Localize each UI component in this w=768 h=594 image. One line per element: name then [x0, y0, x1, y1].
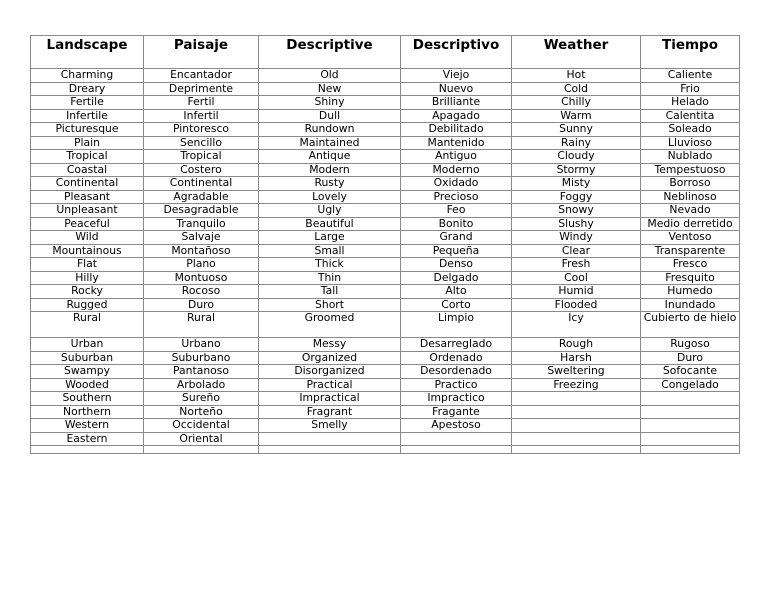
header-paisaje: Paisaje	[144, 36, 259, 69]
table-cell: Fresco	[641, 258, 740, 272]
table-cell: Icy	[512, 312, 641, 338]
table-cell: Neblinoso	[641, 190, 740, 204]
table-cell	[641, 405, 740, 419]
header-descriptive: Descriptive	[259, 36, 401, 69]
table-cell	[641, 432, 740, 446]
table-cell: Cool	[512, 271, 641, 285]
table-cell: Tranquilo	[144, 217, 259, 231]
table-cell: Nuevo	[401, 82, 512, 96]
table-cell: Helado	[641, 96, 740, 110]
table-cell: Continental	[144, 177, 259, 191]
table-row	[31, 419, 740, 433]
table-cell: Salvaje	[144, 231, 259, 245]
table-cell: Slushy	[512, 217, 641, 231]
table-cell: Harsh	[512, 351, 641, 365]
table-cell: Southern	[31, 392, 144, 406]
table-cell: Messy	[259, 338, 401, 352]
table-row	[31, 365, 740, 379]
table-cell: Pequeña	[401, 244, 512, 258]
header-tiempo: Tiempo	[641, 36, 740, 69]
table-cell: Dull	[259, 109, 401, 123]
table-cell: Desarreglado	[401, 338, 512, 352]
table-cell: Fertile	[31, 96, 144, 110]
table-cell: Northern	[31, 405, 144, 419]
table-cell: Suburbano	[144, 351, 259, 365]
table-cell: Large	[259, 231, 401, 245]
table-cell: Rugged	[31, 298, 144, 312]
table-row	[31, 446, 740, 454]
table-cell: Arbolado	[144, 378, 259, 392]
table-cell: Snowy	[512, 204, 641, 218]
table-cell: Caliente	[641, 69, 740, 83]
table-cell: Mountainous	[31, 244, 144, 258]
table-cell	[641, 419, 740, 433]
table-cell: Picturesque	[31, 123, 144, 137]
table-row	[31, 432, 740, 446]
table-cell: Debilitado	[401, 123, 512, 137]
table-cell: Sweltering	[512, 365, 641, 379]
table-cell: Urban	[31, 338, 144, 352]
table-cell: Hot	[512, 69, 641, 83]
table-cell: Coastal	[31, 163, 144, 177]
table-cell: Tall	[259, 285, 401, 299]
table-row	[31, 163, 740, 177]
table-cell: Impractical	[259, 392, 401, 406]
table-cell: Hilly	[31, 271, 144, 285]
table-cell: Pleasant	[31, 190, 144, 204]
table-cell: Rocoso	[144, 285, 259, 299]
table-cell: Apestoso	[401, 419, 512, 433]
table-cell: Unpleasant	[31, 204, 144, 218]
table-cell	[512, 405, 641, 419]
header-descriptivo: Descriptivo	[401, 36, 512, 69]
table-cell: Warm	[512, 109, 641, 123]
table-cell: Limpio	[401, 312, 512, 338]
table-cell	[512, 446, 641, 454]
table-cell: Western	[31, 419, 144, 433]
table-cell: Foggy	[512, 190, 641, 204]
table-cell: New	[259, 82, 401, 96]
table-cell: Nevado	[641, 204, 740, 218]
table-cell: Stormy	[512, 163, 641, 177]
table-cell: Disorganized	[259, 365, 401, 379]
table-cell: Cloudy	[512, 150, 641, 164]
table-cell: Freezing	[512, 378, 641, 392]
table-cell: Misty	[512, 177, 641, 191]
table-cell: Soleado	[641, 123, 740, 137]
table-cell: Montuoso	[144, 271, 259, 285]
table-row	[31, 271, 740, 285]
table-cell: Charming	[31, 69, 144, 83]
table-cell: Montañoso	[144, 244, 259, 258]
table-cell: Nublado	[641, 150, 740, 164]
table-cell: Rundown	[259, 123, 401, 137]
table-cell	[641, 446, 740, 454]
table-cell: Pantanoso	[144, 365, 259, 379]
table-cell: Occidental	[144, 419, 259, 433]
table-cell: Transparente	[641, 244, 740, 258]
table-cell: Old	[259, 69, 401, 83]
table-cell: Chilly	[512, 96, 641, 110]
table-cell: Oriental	[144, 432, 259, 446]
table-cell: Tropical	[31, 150, 144, 164]
table-cell: Windy	[512, 231, 641, 245]
table-row	[31, 150, 740, 164]
table-cell: Pintoresco	[144, 123, 259, 137]
table-cell: Duro	[144, 298, 259, 312]
table-row	[31, 405, 740, 419]
table-cell: Calentita	[641, 109, 740, 123]
table-cell: Shiny	[259, 96, 401, 110]
table-cell: Cubierto de hielo	[641, 312, 740, 338]
table-cell: Desordenado	[401, 365, 512, 379]
table-cell: Flooded	[512, 298, 641, 312]
table-row	[31, 82, 740, 96]
table-cell: Clear	[512, 244, 641, 258]
table-cell: Congelado	[641, 378, 740, 392]
table-cell: Small	[259, 244, 401, 258]
table-cell: Feo	[401, 204, 512, 218]
table-row	[31, 204, 740, 218]
table-cell	[259, 446, 401, 454]
table-cell: Ordenado	[401, 351, 512, 365]
table-cell: Rainy	[512, 136, 641, 150]
table-cell: Oxidado	[401, 177, 512, 191]
table-cell: Smelly	[259, 419, 401, 433]
table-cell: Continental	[31, 177, 144, 191]
table-cell: Alto	[401, 285, 512, 299]
table-cell	[512, 419, 641, 433]
table-row	[31, 217, 740, 231]
table-cell: Duro	[641, 351, 740, 365]
table-cell: Desagradable	[144, 204, 259, 218]
table-cell: Thick	[259, 258, 401, 272]
table-cell: Rural	[31, 312, 144, 338]
table-cell: Borroso	[641, 177, 740, 191]
table-cell: Plano	[144, 258, 259, 272]
table-cell: Organized	[259, 351, 401, 365]
table-row	[31, 136, 740, 150]
table-cell: Fresh	[512, 258, 641, 272]
table-cell: Eastern	[31, 432, 144, 446]
table-row	[31, 244, 740, 258]
table-cell	[31, 446, 144, 454]
table-cell: Lluvioso	[641, 136, 740, 150]
table-cell: Modern	[259, 163, 401, 177]
table-row	[31, 258, 740, 272]
table-cell: Flat	[31, 258, 144, 272]
table-cell: Humid	[512, 285, 641, 299]
table-row	[31, 351, 740, 365]
table-cell: Fresquito	[641, 271, 740, 285]
table-cell: Apagado	[401, 109, 512, 123]
table-cell: Sencillo	[144, 136, 259, 150]
table-cell: Wooded	[31, 378, 144, 392]
table-cell	[259, 432, 401, 446]
table-row	[31, 378, 740, 392]
table-cell: Precioso	[401, 190, 512, 204]
table-cell: Tropical	[144, 150, 259, 164]
header-row	[31, 36, 740, 69]
table-row	[31, 177, 740, 191]
table-cell: Plain	[31, 136, 144, 150]
table-cell: Suburban	[31, 351, 144, 365]
table-cell: Fragrant	[259, 405, 401, 419]
table-cell: Dreary	[31, 82, 144, 96]
table-cell: Short	[259, 298, 401, 312]
table-cell: Groomed	[259, 312, 401, 338]
table-cell: Infertile	[31, 109, 144, 123]
table-cell: Antique	[259, 150, 401, 164]
table-cell: Moderno	[401, 163, 512, 177]
table-cell	[401, 432, 512, 446]
table-row	[31, 312, 740, 338]
table-body	[31, 69, 740, 454]
table-cell: Mantenido	[401, 136, 512, 150]
table-cell	[641, 392, 740, 406]
table-cell: Rural	[144, 312, 259, 338]
table-cell: Lovely	[259, 190, 401, 204]
table-cell: Frio	[641, 82, 740, 96]
table-row	[31, 285, 740, 299]
table-cell: Thin	[259, 271, 401, 285]
table-cell	[401, 446, 512, 454]
table-cell: Humedo	[641, 285, 740, 299]
table-row	[31, 96, 740, 110]
table-cell: Brilliante	[401, 96, 512, 110]
header-landscape: Landscape	[31, 36, 144, 69]
vocabulary-table	[30, 35, 740, 454]
table-cell: Costero	[144, 163, 259, 177]
table-cell: Inundado	[641, 298, 740, 312]
table-cell: Wild	[31, 231, 144, 245]
table-row	[31, 69, 740, 83]
table-cell	[512, 392, 641, 406]
table-cell: Rusty	[259, 177, 401, 191]
table-row	[31, 109, 740, 123]
table-cell	[144, 446, 259, 454]
table-cell: Corto	[401, 298, 512, 312]
table-cell: Cold	[512, 82, 641, 96]
table-row	[31, 190, 740, 204]
table-cell: Practico	[401, 378, 512, 392]
table-cell: Practical	[259, 378, 401, 392]
table-cell: Impractico	[401, 392, 512, 406]
table-cell: Antiguo	[401, 150, 512, 164]
table-row	[31, 123, 740, 137]
table-cell: Ventoso	[641, 231, 740, 245]
table-cell: Peaceful	[31, 217, 144, 231]
table-cell: Sofocante	[641, 365, 740, 379]
table-cell: Rugoso	[641, 338, 740, 352]
table-cell: Fertil	[144, 96, 259, 110]
table-cell: Medio derretido	[641, 217, 740, 231]
table-cell: Delgado	[401, 271, 512, 285]
table-cell: Viejo	[401, 69, 512, 83]
table-cell: Ugly	[259, 204, 401, 218]
table-cell: Rocky	[31, 285, 144, 299]
table-row	[31, 338, 740, 352]
table-cell: Sunny	[512, 123, 641, 137]
header-weather: Weather	[512, 36, 641, 69]
table-cell: Swampy	[31, 365, 144, 379]
table-cell: Tempestuoso	[641, 163, 740, 177]
table-cell: Sureño	[144, 392, 259, 406]
table-cell: Bonito	[401, 217, 512, 231]
table-cell: Agradable	[144, 190, 259, 204]
table-cell: Deprimente	[144, 82, 259, 96]
table-row	[31, 298, 740, 312]
table-row	[31, 392, 740, 406]
table-cell: Norteño	[144, 405, 259, 419]
table-cell: Encantador	[144, 69, 259, 83]
table-row	[31, 231, 740, 245]
table-cell	[512, 432, 641, 446]
table-cell: Rough	[512, 338, 641, 352]
table-cell: Maintained	[259, 136, 401, 150]
table-cell: Denso	[401, 258, 512, 272]
table-cell: Grand	[401, 231, 512, 245]
table-cell: Urbano	[144, 338, 259, 352]
table-cell: Infertil	[144, 109, 259, 123]
table-cell: Beautiful	[259, 217, 401, 231]
table-cell: Fragante	[401, 405, 512, 419]
